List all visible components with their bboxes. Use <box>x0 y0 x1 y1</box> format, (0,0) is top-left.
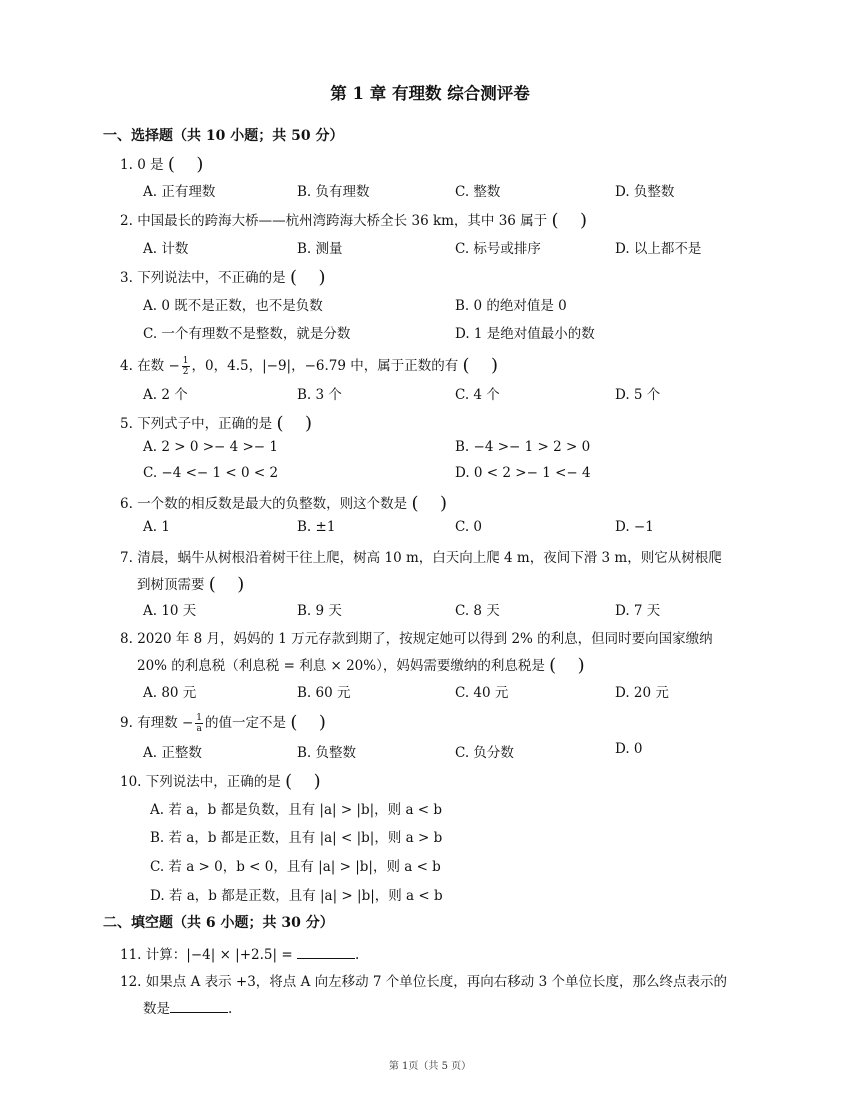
option-d: D. 0 < 2 >− 1 <− 4 <box>455 465 591 481</box>
question-text: 下列说法中，正确的是 <box>145 774 281 790</box>
question-text: 0 是 <box>137 157 164 173</box>
option-d: D. 负整数 <box>615 184 675 200</box>
option-a: A. 0 既不是正数，也不是负数 <box>143 298 323 314</box>
question-10 <box>120 770 770 790</box>
answer-paren-close: ) <box>577 655 585 676</box>
option-c: C. 负分数 <box>455 745 514 761</box>
option-b: B. 负有理数 <box>297 184 370 200</box>
option-c: C. 0 <box>455 519 483 535</box>
fraction-denominator: 2 <box>182 367 189 377</box>
answer-paren-open: ( <box>208 574 216 595</box>
option-b: B. −4 >− 1 > 2 > 0 <box>455 439 591 455</box>
question-text: 计算：|−4| × |+2.5| = <box>145 947 293 963</box>
answer-paren-close: ) <box>318 267 326 288</box>
question-text: 的值一定不是 <box>205 715 287 731</box>
answer-paren-open: ( <box>276 413 284 434</box>
option-d: D. −1 <box>615 519 654 535</box>
question-text-prefix: 在数 − <box>137 358 180 374</box>
answer-paren-close: ) <box>304 413 313 434</box>
question-number: 7. <box>120 550 133 566</box>
answer-paren-open: ( <box>289 267 298 288</box>
question-7 <box>120 546 770 566</box>
answer-paren-open: ( <box>551 210 559 231</box>
fraction-numerator: 1 <box>196 713 203 723</box>
option-a: A. 10 天 <box>143 603 197 619</box>
answer-paren-close: ) <box>196 154 204 175</box>
question-4 <box>120 354 770 377</box>
option-c: C. 8 天 <box>455 603 500 619</box>
answer-paren-close: ) <box>580 210 588 231</box>
question-number: 5. <box>120 416 133 432</box>
option-a: A. 正有理数 <box>143 184 216 200</box>
question-number: 1. <box>120 157 133 173</box>
question-11 <box>120 943 770 963</box>
question-3 <box>120 266 770 286</box>
answer-paren-open: ( <box>290 712 298 733</box>
question-text: 清晨，蜗牛从树根沿着树干往上爬，树高 10 m，白天向上爬 4 m，夜间下滑 3 m，则它从树根爬 <box>137 550 722 566</box>
answer-paren-close: ) <box>237 574 245 595</box>
option-b: B. 60 元 <box>297 685 351 701</box>
question-end: . <box>228 1001 233 1017</box>
option-a: A. 正整数 <box>143 745 202 761</box>
question-number: 11. <box>120 947 142 963</box>
option-a: A. 计数 <box>143 241 189 257</box>
option-b: B. ±1 <box>297 519 336 535</box>
question-number: 10. <box>120 774 142 790</box>
page-title: 第 1 章 有理数 综合测评卷 <box>330 84 530 103</box>
question-text: 下列式子中，正确的是 <box>137 416 273 432</box>
answer-paren-open: ( <box>167 154 175 175</box>
answer-paren-close: ) <box>491 355 499 376</box>
option-d: D. 0 <box>615 741 643 757</box>
option-a: A. 2 > 0 >− 4 >− 1 <box>143 439 278 455</box>
fraction-one-half <box>182 356 190 377</box>
question-number: 4. <box>120 358 133 374</box>
option-a: A. 1 <box>143 519 170 535</box>
question-text: 数是 <box>143 1001 170 1017</box>
question-number: 2. <box>120 213 133 229</box>
option-c: C. 若 a > 0，b < 0，且有 |a| > |b|，则 a < b <box>150 859 441 875</box>
fraction-numerator: 1 <box>182 356 189 366</box>
page-footer: 第 1页（共 5 页） <box>388 1061 472 1072</box>
option-b: B. 9 天 <box>297 603 342 619</box>
question-8 <box>120 627 770 647</box>
option-b: B. 若 a，b 都是正数，且有 |a| < |b|，则 a > b <box>150 830 443 846</box>
answer-paren-close: ) <box>439 493 448 514</box>
option-c: C. 40 元 <box>455 685 509 701</box>
option-c: C. 标号或排序 <box>455 241 541 257</box>
option-c: C. 一个有理数不是整数，就是分数 <box>143 326 351 342</box>
question-number: 12. <box>120 974 142 990</box>
answer-paren-open: ( <box>411 493 419 514</box>
question-text: 20% 的利息税（利息税 = 利息 × 20%），妈妈需要缴纳的利息税是 <box>137 658 545 674</box>
option-c: C. −4 <− 1 < 0 < 2 <box>143 465 279 481</box>
question-text: 2020 年 8 月，妈妈的 1 万元存款到期了，按规定她可以得到 2% 的利息，但同时要向国家缴纳 <box>137 631 713 647</box>
option-d: D. 7 天 <box>615 603 661 619</box>
answer-paren-open: ( <box>462 355 470 376</box>
option-a: A. 80 元 <box>143 685 197 701</box>
question-9 <box>120 711 770 734</box>
question-text: ，0，4.5，|−9|，−6.79 中，属于正数的有 <box>191 358 459 374</box>
question-5 <box>120 412 770 432</box>
question-6 <box>120 492 770 512</box>
option-c: C. 4 个 <box>455 387 500 403</box>
section-heading-choice: 一、选择题（共 10 小题；共 50 分） <box>103 128 344 144</box>
question-number: 3. <box>120 270 133 286</box>
section-heading-fill-in: 二、填空题（共 6 小题；共 30 分） <box>103 915 334 931</box>
question-7-line-2 <box>137 573 244 593</box>
option-a: A. 若 a，b 都是负数，且有 |a| > |b|，则 a < b <box>150 802 443 818</box>
option-b: B. 0 的绝对值是 0 <box>455 298 567 314</box>
question-number: 8. <box>120 631 133 647</box>
question-text: 一个数的相反数是最大的负整数，则这个数是 <box>137 496 408 512</box>
fraction-one-over-a <box>195 713 203 734</box>
option-d: D. 1 是绝对值最小的数 <box>455 326 595 342</box>
answer-paren-open: ( <box>549 655 557 676</box>
option-b: B. 负整数 <box>297 745 357 761</box>
option-d: D. 若 a，b 都是正数，且有 |a| > |b|，则 a < b <box>150 888 443 904</box>
answer-paren-close: ) <box>313 771 321 792</box>
question-number: 6. <box>120 496 133 512</box>
option-b: B. 3 个 <box>297 387 342 403</box>
question-text-prefix: 有理数 − <box>137 715 194 731</box>
option-d: D. 5 个 <box>615 387 661 403</box>
question-8-line-2 <box>137 654 585 674</box>
fraction-denominator: a <box>196 724 202 734</box>
question-12-line-2 <box>143 997 232 1017</box>
answer-blank[interactable] <box>297 946 355 959</box>
option-a: A. 2 个 <box>143 387 188 403</box>
question-end: . <box>354 947 360 963</box>
question-number: 9. <box>120 715 133 731</box>
question-text: 下列说法中，不正确的是 <box>137 270 286 286</box>
option-b: B. 测量 <box>297 241 343 257</box>
answer-blank[interactable] <box>170 1000 228 1013</box>
answer-paren-close: ) <box>318 712 326 733</box>
option-d: D. 以上都不是 <box>615 241 702 257</box>
question-text: 到树顶需要 <box>137 577 205 593</box>
answer-paren-open: ( <box>285 771 293 792</box>
question-text: 如果点 A 表示 +3，将点 A 向左移动 7 个单位长度，再向右移动 3 个单位长度，那么终点表示的 <box>145 974 727 990</box>
option-d: D. 20 元 <box>615 685 669 701</box>
question-text: 中国最长的跨海大桥——杭州湾跨海大桥全长 36 km，其中 36 属于 <box>137 213 548 229</box>
question-2 <box>120 209 770 229</box>
option-c: C. 整数 <box>455 184 501 200</box>
question-12 <box>120 970 770 990</box>
question-1 <box>120 153 770 173</box>
